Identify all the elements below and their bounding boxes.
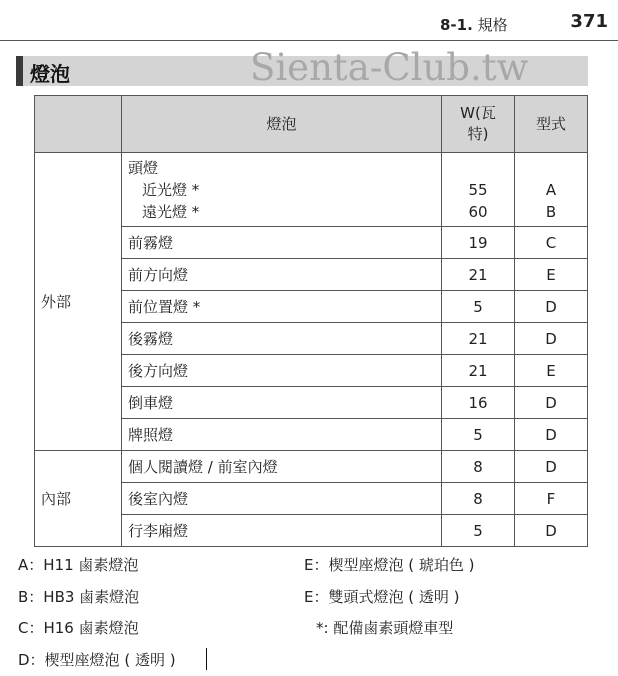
- bulb-watt: 8: [442, 451, 515, 483]
- bulb-name: 後霧燈: [122, 323, 442, 355]
- legend-e-amber: E：楔型座燈泡 ( 琥珀色 ): [304, 556, 475, 574]
- bulb-watt: 8: [442, 483, 515, 515]
- legend-c: C：H16 鹵素燈泡: [18, 619, 139, 637]
- type-cell: [515, 153, 588, 227]
- header-bulb: 燈泡: [122, 96, 442, 153]
- bulb-name: 牌照燈: [122, 419, 442, 451]
- bulb-watt: 21: [442, 355, 515, 387]
- bulb-name: 倒車燈: [122, 387, 442, 419]
- low-beam-watt: 55: [468, 180, 488, 199]
- bulb-name: 後方向燈: [122, 355, 442, 387]
- bulb-name: 前霧燈: [122, 227, 442, 259]
- legend-note: *: 配備鹵素頭燈車型: [316, 619, 454, 637]
- legend-b: B：HB3 鹵素燈泡: [18, 588, 140, 606]
- bulb-type: F: [515, 483, 588, 515]
- header-watt-line1: W(瓦: [460, 104, 496, 122]
- area-interior: 內部: [35, 451, 122, 547]
- bulb-type: D: [515, 323, 588, 355]
- bulb-type: C: [515, 227, 588, 259]
- bulb-name: 前位置燈 *: [122, 291, 442, 323]
- watermark: Sienta-Club.tw: [250, 46, 529, 89]
- bulb-spec-table: [34, 95, 588, 547]
- area-exterior: 外部: [35, 153, 122, 451]
- legend-d: D：楔型座燈泡 ( 透明 ): [18, 651, 176, 669]
- bulb-type: D: [515, 451, 588, 483]
- bulb-cell: [122, 153, 442, 227]
- title-marker: [16, 56, 23, 86]
- page-title: 燈泡: [30, 62, 70, 86]
- bulb-type: D: [515, 387, 588, 419]
- section-heading: [440, 14, 508, 35]
- table-row: [35, 451, 588, 483]
- bulb-type: D: [515, 291, 588, 323]
- bulb-name: 前方向燈: [122, 259, 442, 291]
- header-area: [35, 96, 122, 153]
- legend-e-double: E：雙頭式燈泡 ( 透明 ): [304, 588, 460, 606]
- bulb-type: D: [515, 515, 588, 547]
- table-header-row: [35, 96, 588, 153]
- bulb-name: 後室內燈: [122, 483, 442, 515]
- header-rule: [0, 40, 618, 41]
- bulb-type: E: [515, 355, 588, 387]
- high-beam-type: B: [545, 202, 557, 221]
- section-title: 規格: [477, 16, 508, 34]
- bulb-watt: 19: [442, 227, 515, 259]
- section-number: 8-1.: [440, 16, 473, 34]
- bulb-watt: 21: [442, 323, 515, 355]
- bulb-watt: 5: [442, 515, 515, 547]
- high-beam-name: 遠光燈 *: [142, 203, 200, 221]
- high-beam-watt: 60: [468, 202, 488, 221]
- bulb-type: E: [515, 259, 588, 291]
- header-type: 型式: [515, 96, 588, 153]
- low-beam-type: A: [545, 180, 557, 199]
- page-number: 371: [570, 11, 608, 32]
- bulb-watt: 5: [442, 419, 515, 451]
- bulb-type: D: [515, 419, 588, 451]
- text-cursor: [206, 648, 207, 670]
- watt-cell: [442, 153, 515, 227]
- bulb-watt: 16: [442, 387, 515, 419]
- legend-a: A：H11 鹵素燈泡: [18, 556, 139, 574]
- header-watt-line2: 特): [467, 125, 489, 143]
- table-row: [35, 153, 588, 227]
- low-beam-name: 近光燈 *: [142, 181, 200, 199]
- bulb-name: 行李廂燈: [122, 515, 442, 547]
- bulb-watt: 21: [442, 259, 515, 291]
- header-watt: [442, 96, 515, 153]
- bulb-watt: 5: [442, 291, 515, 323]
- headlight-name: 頭燈: [128, 159, 159, 177]
- bulb-name: 個人閱讀燈 / 前室內燈: [122, 451, 442, 483]
